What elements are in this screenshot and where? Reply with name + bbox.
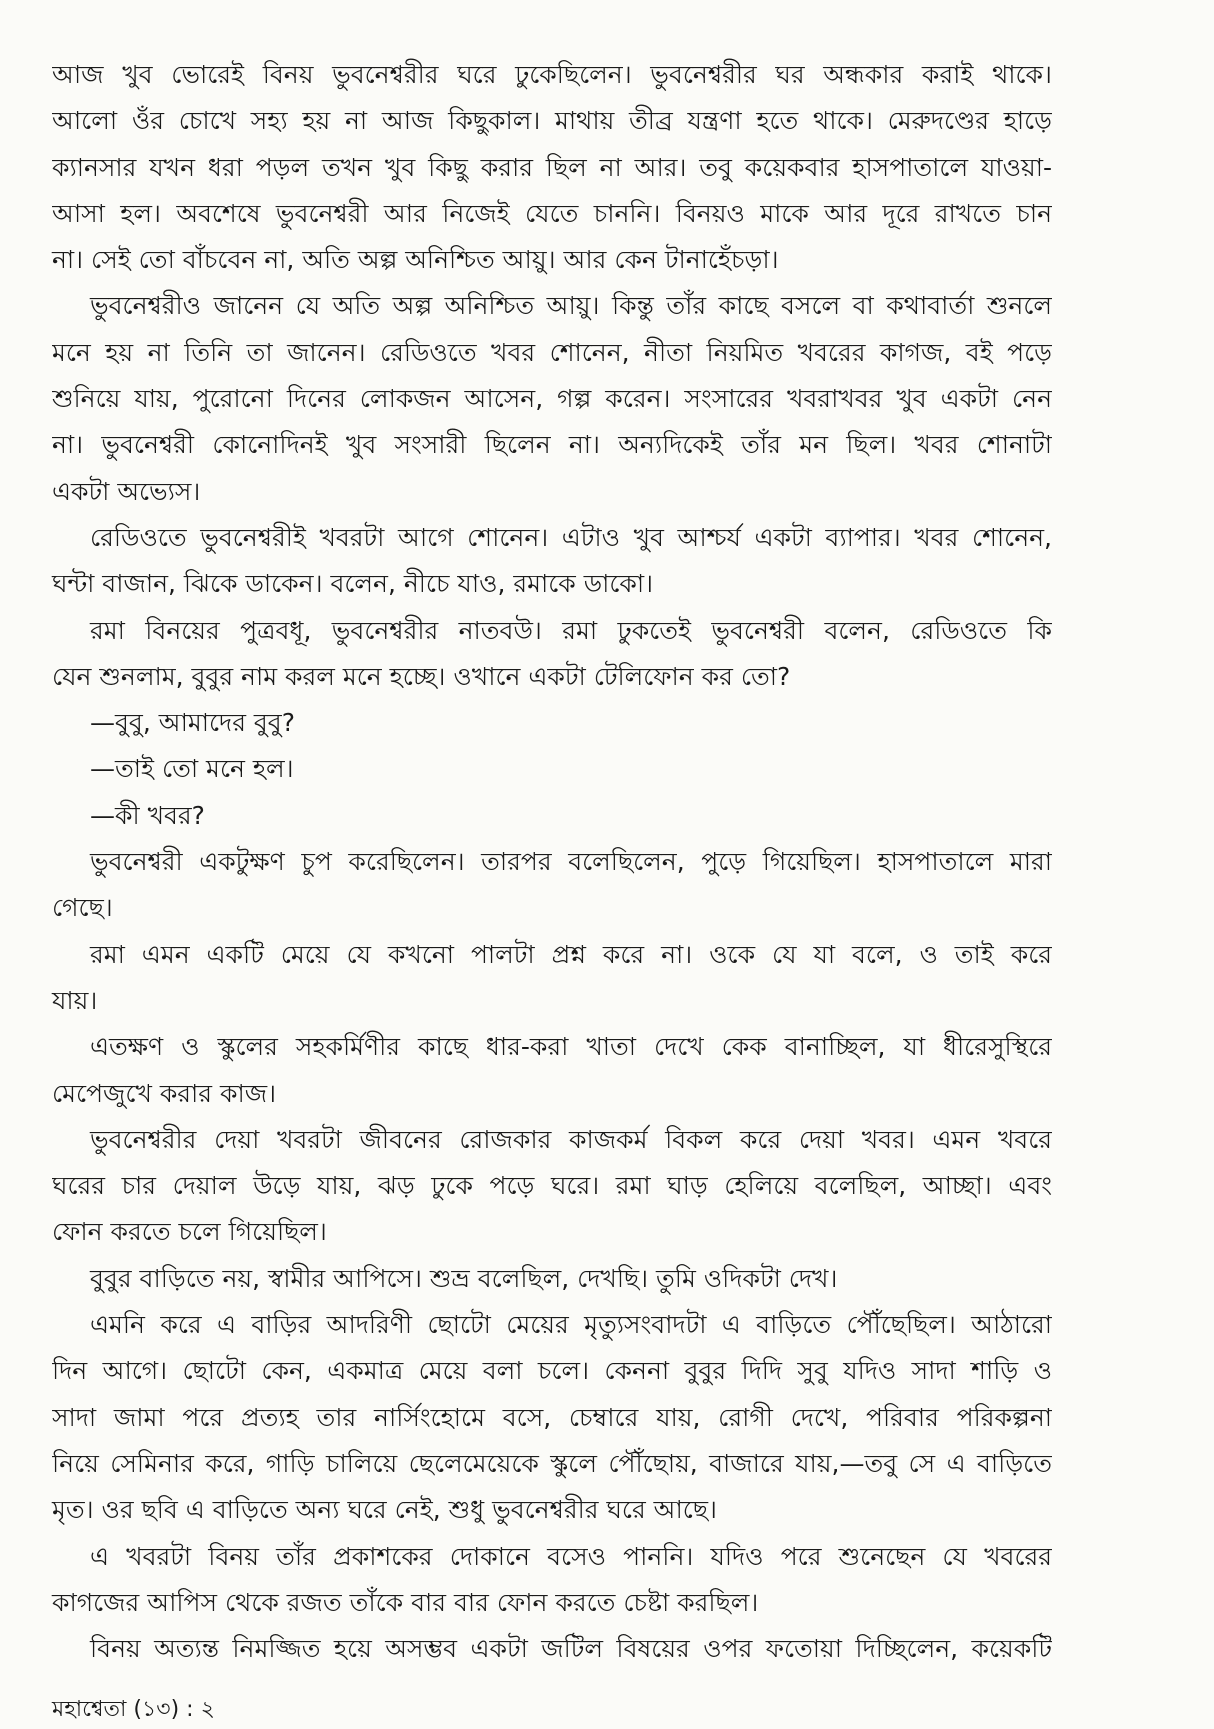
- text-line: একটা অভ্যেস।: [52, 476, 201, 506]
- text-line: নিয়ে সেমিনার করে, গাড়ি চালিয়ে ছেলেমেয়েকে স্কুলে পৌঁছোয়, বাজারে যায়,—তবু সে এ বাড়িতে: [52, 1448, 1052, 1478]
- text-line: না। ভুবনেশ্বরী কোনোদিনই খুব সংসারী ছিলেন না। অন্যদিকেই তাঁর মন ছিল। খবর শোনাটা: [52, 430, 1052, 460]
- text-line: আসা হল। অবশেষে ভুবনেশ্বরী আর নিজেই যেতে চাননি। বিনয়ও মাকে আর দূরে রাখতে চান: [52, 198, 1052, 228]
- text-line: ভুবনেশ্বরী একটুক্ষণ চুপ করেছিলেন। তারপর বলেছিলেন, পুড়ে গিয়েছিল। হাসপাতালে মারা: [90, 847, 1052, 877]
- text-line: মেপেজুখে করার কাজ।: [52, 1078, 277, 1108]
- text-line: মৃত। ওর ছবি এ বাড়িতে অন্য ঘরে নেই, শুধু ভুবনেশ্বরীর ঘরে আছে।: [52, 1495, 717, 1525]
- text-line: রমা বিনয়ের পুত্রবধূ, ভুবনেশ্বরীর নাতবউ। রমা ঢুকতেই ভুবনেশ্বরী বলেন, রেডিওতে কি: [90, 615, 1052, 645]
- text-line: কাগজের আপিস থেকে রজত তাঁকে বার বার ফোন করতে চেষ্টা করছিল।: [52, 1587, 759, 1617]
- text-line: শুনিয়ে যায়, পুরোনো দিনের লোকজন আসেন, গল্প করেন। সংসারের খবরাখবর খুব একটা নেন: [52, 384, 1052, 414]
- text-line: ফোন করতে চলে গিয়েছিল।: [52, 1217, 327, 1247]
- text-line: ক্যানসার যখন ধরা পড়ল তখন খুব কিছু করার ছিল না আর। তবু কয়েকবার হাসপাতালে যাওয়া-: [52, 152, 1052, 182]
- text-line: যায়।: [52, 985, 98, 1015]
- text-line: ভুবনেশ্বরীর দেয়া খবরটা জীবনের রোজকার কাজকর্ম বিকল করে দেয়া খবর। এমন খবরে: [90, 1124, 1052, 1154]
- text-line: রেডিওতে ভুবনেশ্বরীই খবরটা আগে শোনেন। এটাও খুব আশ্চর্য একটা ব্যাপার। খবর শোনেন,: [90, 522, 1052, 552]
- text-line: এ খবরটা বিনয় তাঁর প্রকাশকের দোকানে বসেও পাননি। যদিও পরে শুনেছেন যে খবরের: [90, 1541, 1052, 1571]
- text-line: আজ খুব ভোরেই বিনয় ভুবনেশ্বরীর ঘরে ঢুকেছিলেন। ভুবনেশ্বরীর ঘর অন্ধকার করাই থাকে।: [52, 60, 1052, 89]
- text-line: গেছে।: [52, 893, 113, 923]
- text-line: সাদা জামা পরে প্রত্যহ তার নার্সিংহোমে বসে, চেম্বারে যায়, রোগী দেখে, পরিবার পরিকল্পনা: [52, 1402, 1052, 1432]
- page-body-text: [52, 52, 1052, 1672]
- text-line: না। সেই তো বাঁচবেন না, অতি অল্প অনিশ্চিত আয়ু। আর কেন টানাহেঁচড়া।: [52, 245, 779, 275]
- text-line: —তাই তো মনে হল।: [90, 754, 294, 784]
- text-line: —বুবু, আমাদের বুবু?: [90, 708, 295, 738]
- text-line: এমনি করে এ বাড়ির আদরিণী ছোটো মেয়ের মৃত্যুসংবাদটা এ বাড়িতে পৌঁছেছিল। আঠারো: [90, 1310, 1052, 1340]
- text-line: রমা এমন একটি মেয়ে যে কখনো পালটা প্রশ্ন করে না। ওকে যে যা বলে, ও তাই করে: [90, 939, 1052, 969]
- text-line: এতক্ষণ ও স্কুলের সহকর্মিণীর কাছে ধার-করা খাতা দেখে কেক বানাচ্ছিল, যা ধীরেসুস্থিরে: [90, 1032, 1052, 1062]
- text-line: ঘরের চার দেয়াল উড়ে যায়, ঝড় ঢুকে পড়ে ঘরে। রমা ঘাড় হেলিয়ে বলেছিল, আচ্ছা। এবং: [52, 1171, 1052, 1201]
- page-footer: মহাশ্বেতা (১৩) : ২: [52, 1697, 215, 1722]
- text-line: মনে হয় না তিনি তা জানেন। রেডিওতে খবর শোনেন, নীতা নিয়মিত খবরের কাগজ, বই পড়ে: [52, 337, 1052, 367]
- text-line: দিন আগে। ছোটো কেন, একমাত্র মেয়ে বলা চলে। কেননা বুবুর দিদি সুবু যদিও সাদা শাড়ি ও: [52, 1356, 1052, 1386]
- text-line: ভুবনেশ্বরীও জানেন যে অতি অল্প অনিশ্চিত আয়ু। কিন্তু তাঁর কাছে বসলে বা কথাবার্তা শুনলে: [90, 291, 1052, 321]
- text-line: বুবুর বাড়িতে নয়, স্বামীর আপিসে। শুভ্র বলেছিল, দেখছি। তুমি ওদিকটা দেখ।: [90, 1263, 838, 1293]
- text-line: যেন শুনলাম, বুবুর নাম করল মনে হচ্ছে। ওখানে একটা টেলিফোন কর তো?: [52, 661, 791, 691]
- text-line: —কী খবর?: [90, 800, 205, 830]
- text-line: আলো ওঁর চোখে সহ্য হয় না আজ কিছুকাল। মাথায় তীব্র যন্ত্রণা হতে থাকে। মেরুদণ্ডের হাড়ে: [52, 106, 1052, 136]
- text-line: ঘন্টা বাজান, ঝিকে ডাকেন। বলেন, নীচে যাও, রমাকে ডাকো।: [52, 569, 654, 599]
- text-line: বিনয় অত্যন্ত নিমজ্জিত হয়ে অসম্ভব একটা জটিল বিষয়ের ওপর ফতোয়া দিচ্ছিলেন, কয়েকটি: [90, 1634, 1052, 1664]
